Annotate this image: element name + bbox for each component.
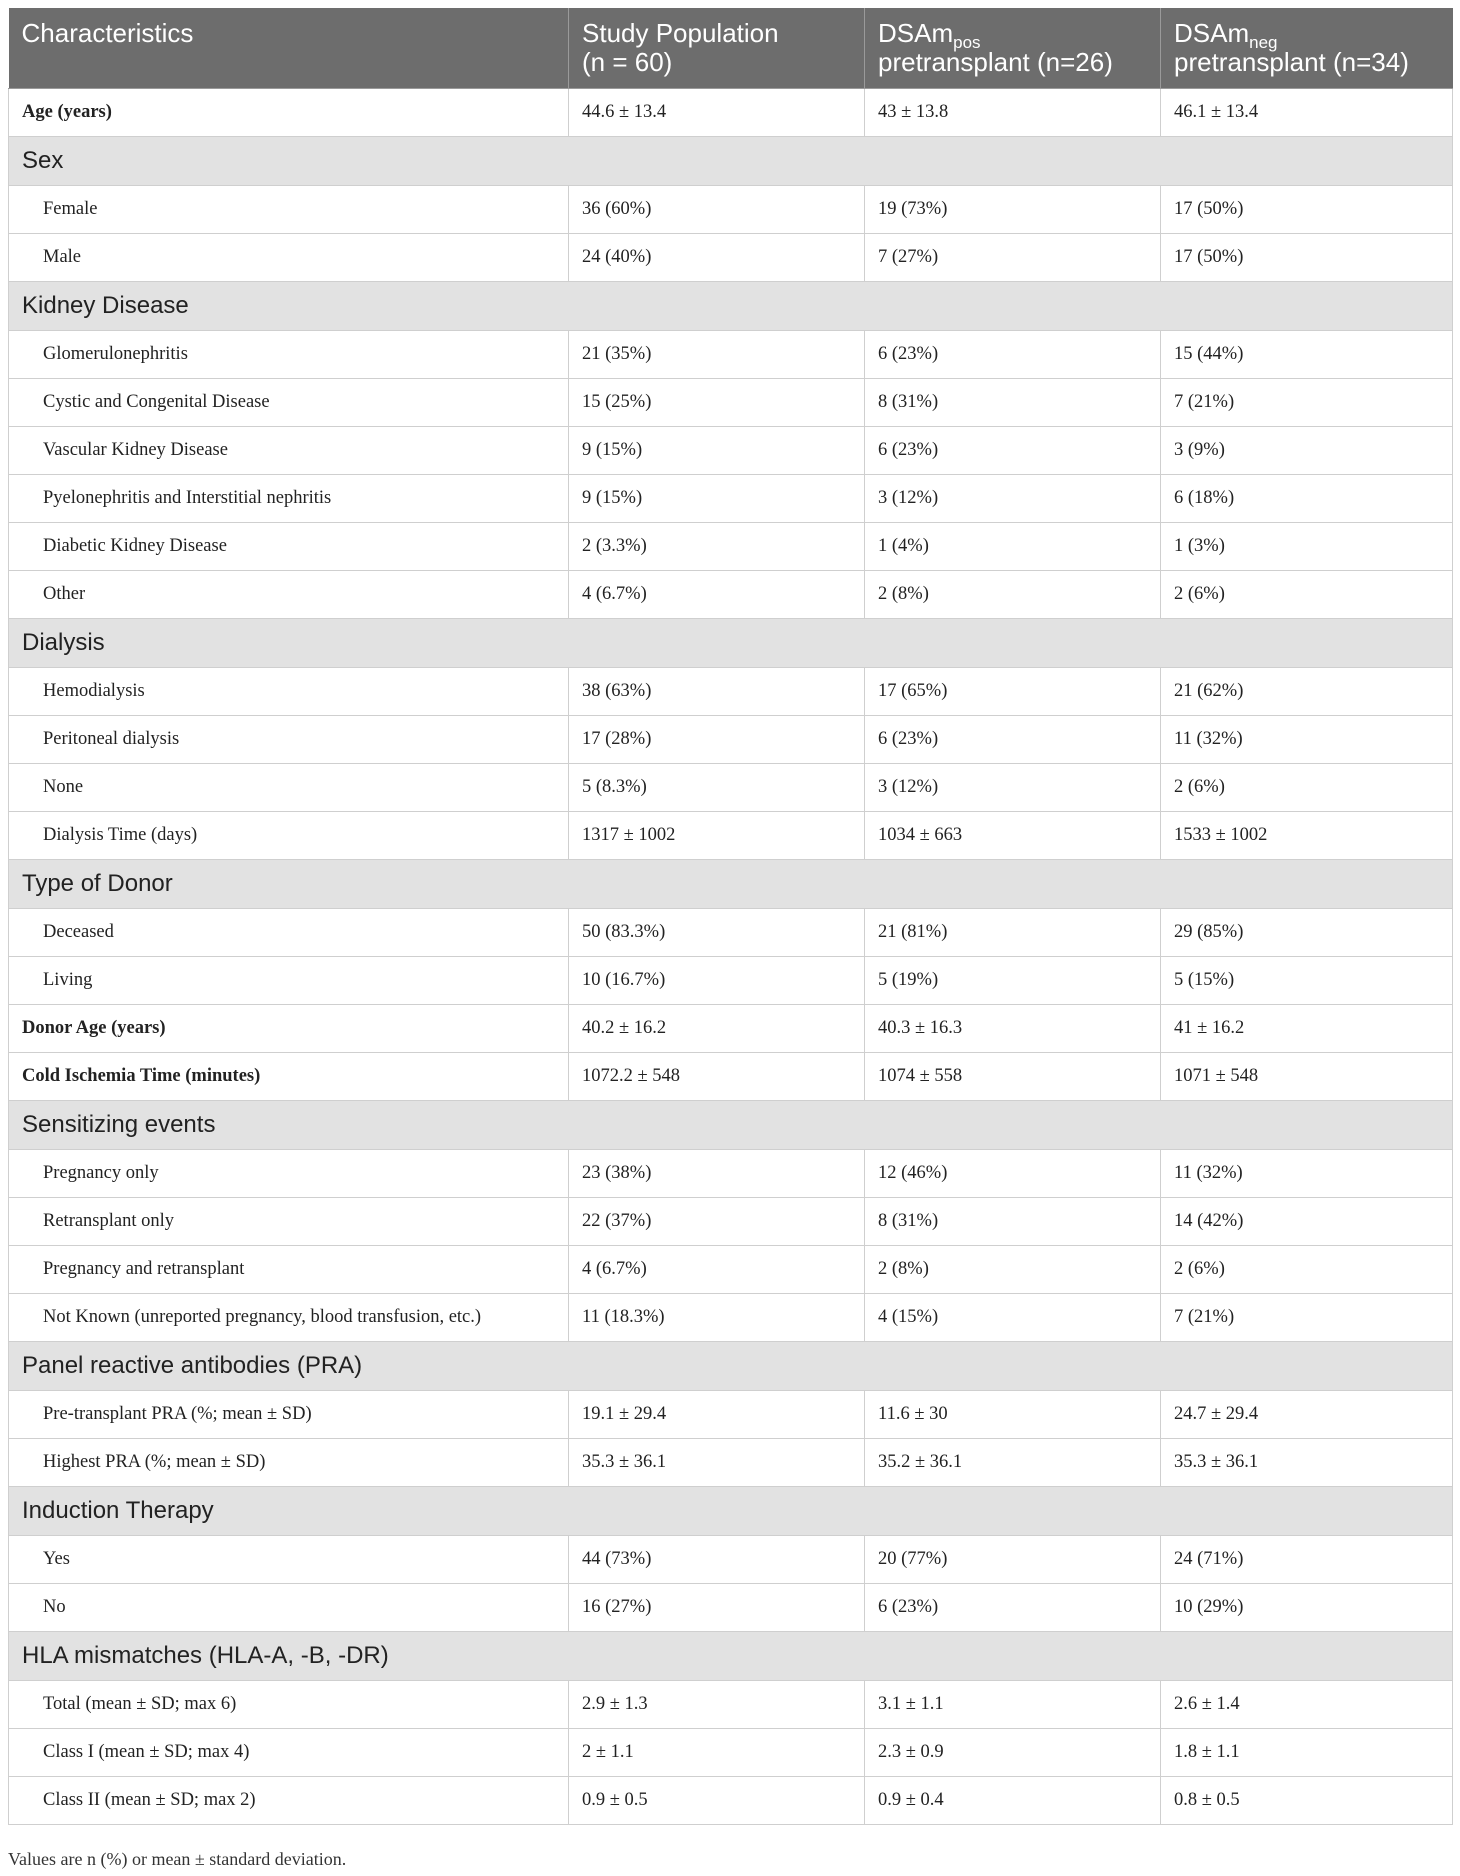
- study-population-cell: 22 (37%): [569, 1197, 865, 1245]
- dsam-neg-cell: 6 (18%): [1161, 474, 1453, 522]
- table-row: [9, 811, 1453, 859]
- study-population-cell: 2 ± 1.1: [569, 1728, 865, 1776]
- header-dsam-pos: [865, 8, 1161, 88]
- study-population-cell: 21 (35%): [569, 330, 865, 378]
- table-row: [9, 185, 1453, 233]
- study-population-cell: 2.9 ± 1.3: [569, 1680, 865, 1728]
- header-dsam-pos-line2: pretransplant (n=26): [878, 47, 1113, 77]
- dsam-neg-cell: 1071 ± 548: [1161, 1052, 1453, 1100]
- row-label: Class I (mean ± SD; max 4): [9, 1728, 569, 1776]
- dsam-pos-cell: 7 (27%): [865, 233, 1161, 281]
- dsam-neg-cell: 11 (32%): [1161, 1149, 1453, 1197]
- study-population-cell: 35.3 ± 36.1: [569, 1438, 865, 1486]
- study-population-cell: 50 (83.3%): [569, 908, 865, 956]
- dsam-pos-cell: 19 (73%): [865, 185, 1161, 233]
- dsam-neg-cell: 46.1 ± 13.4: [1161, 88, 1453, 136]
- study-population-cell: 17 (28%): [569, 715, 865, 763]
- header-study-population-line1: Study Population: [582, 18, 779, 48]
- table-row: [9, 1535, 1453, 1583]
- study-population-cell: 2 (3.3%): [569, 522, 865, 570]
- dsam-pos-cell: 1034 ± 663: [865, 811, 1161, 859]
- table-row: [9, 667, 1453, 715]
- study-population-cell: 9 (15%): [569, 426, 865, 474]
- dsam-neg-cell: 1 (3%): [1161, 522, 1453, 570]
- row-label: Hemodialysis: [9, 667, 569, 715]
- table-row: [9, 522, 1453, 570]
- row-label: Female: [9, 185, 569, 233]
- characteristics-table-container: [8, 8, 1452, 1825]
- dsam-neg-cell: 2 (6%): [1161, 570, 1453, 618]
- dsam-neg-cell: 21 (62%): [1161, 667, 1453, 715]
- dsam-pos-cell: 0.9 ± 0.4: [865, 1776, 1161, 1824]
- section-heading: Sex: [9, 136, 1453, 185]
- study-population-cell: 0.9 ± 0.5: [569, 1776, 865, 1824]
- header-study-population-line2: (n = 60): [582, 47, 673, 77]
- table-row: [9, 1245, 1453, 1293]
- table-row: [9, 474, 1453, 522]
- row-label: Diabetic Kidney Disease: [9, 522, 569, 570]
- study-population-cell: 44.6 ± 13.4: [569, 88, 865, 136]
- study-population-cell: 1317 ± 1002: [569, 811, 865, 859]
- table-header: [9, 8, 1453, 88]
- row-label: Male: [9, 233, 569, 281]
- dsam-neg-cell: 2 (6%): [1161, 1245, 1453, 1293]
- table-row: [9, 1197, 1453, 1245]
- study-population-cell: 40.2 ± 16.2: [569, 1004, 865, 1052]
- dsam-pos-cell: 2 (8%): [865, 1245, 1161, 1293]
- dsam-pos-cell: 17 (65%): [865, 667, 1161, 715]
- header-dsam-pos-main: DSAm: [878, 18, 954, 48]
- row-label: Retransplant only: [9, 1197, 569, 1245]
- table-row: [9, 1728, 1453, 1776]
- dsam-neg-cell: 3 (9%): [1161, 426, 1453, 474]
- dsam-pos-cell: 3 (12%): [865, 763, 1161, 811]
- study-population-cell: 4 (6.7%): [569, 570, 865, 618]
- row-label: Not Known (unreported pregnancy, blood transfusion, etc.): [9, 1293, 569, 1341]
- header-dsam-neg: [1161, 8, 1453, 88]
- study-population-cell: 9 (15%): [569, 474, 865, 522]
- study-population-cell: 1072.2 ± 548: [569, 1052, 865, 1100]
- header-characteristics-label: Characteristics: [21, 18, 194, 48]
- header-dsam-neg-sub: neg: [1249, 33, 1278, 52]
- row-label: Pyelonephritis and Interstitial nephritis: [9, 474, 569, 522]
- row-label: Deceased: [9, 908, 569, 956]
- section-heading: Kidney Disease: [9, 281, 1453, 330]
- study-population-cell: 38 (63%): [569, 667, 865, 715]
- section-row: [9, 618, 1453, 667]
- row-label: Highest PRA (%; mean ± SD): [9, 1438, 569, 1486]
- dsam-pos-cell: 3.1 ± 1.1: [865, 1680, 1161, 1728]
- row-label: Peritoneal dialysis: [9, 715, 569, 763]
- table-row: [9, 1149, 1453, 1197]
- study-population-cell: 36 (60%): [569, 185, 865, 233]
- dsam-neg-cell: 1533 ± 1002: [1161, 811, 1453, 859]
- table-row: [9, 1052, 1453, 1100]
- header-study-population: [569, 8, 865, 88]
- study-population-cell: 11 (18.3%): [569, 1293, 865, 1341]
- table-row: [9, 88, 1453, 136]
- study-population-cell: 10 (16.7%): [569, 956, 865, 1004]
- dsam-neg-cell: 7 (21%): [1161, 378, 1453, 426]
- dsam-neg-cell: 24 (71%): [1161, 1535, 1453, 1583]
- section-heading: Induction Therapy: [9, 1486, 1453, 1535]
- table-row: [9, 1004, 1453, 1052]
- section-heading: HLA mismatches (HLA-A, -B, -DR): [9, 1631, 1453, 1680]
- study-population-cell: 4 (6.7%): [569, 1245, 865, 1293]
- section-heading: Sensitizing events: [9, 1100, 1453, 1149]
- row-label: Donor Age (years): [9, 1004, 569, 1052]
- table-row: [9, 1680, 1453, 1728]
- dsam-neg-cell: 2.6 ± 1.4: [1161, 1680, 1453, 1728]
- row-label: Vascular Kidney Disease: [9, 426, 569, 474]
- dsam-neg-cell: 2 (6%): [1161, 763, 1453, 811]
- dsam-pos-cell: 3 (12%): [865, 474, 1161, 522]
- dsam-pos-cell: 43 ± 13.8: [865, 88, 1161, 136]
- dsam-neg-cell: 11 (32%): [1161, 715, 1453, 763]
- dsam-pos-cell: 20 (77%): [865, 1535, 1161, 1583]
- header-dsam-neg-main: DSAm: [1174, 18, 1250, 48]
- dsam-pos-cell: 8 (31%): [865, 378, 1161, 426]
- dsam-pos-cell: 1 (4%): [865, 522, 1161, 570]
- row-label: Cold Ischemia Time (minutes): [9, 1052, 569, 1100]
- dsam-pos-cell: 5 (19%): [865, 956, 1161, 1004]
- dsam-pos-cell: 11.6 ± 30: [865, 1390, 1161, 1438]
- table-row: [9, 233, 1453, 281]
- dsam-pos-cell: 21 (81%): [865, 908, 1161, 956]
- section-row: [9, 1631, 1453, 1680]
- study-population-cell: 44 (73%): [569, 1535, 865, 1583]
- table-row: [9, 1293, 1453, 1341]
- section-row: [9, 1486, 1453, 1535]
- row-label: Glomerulonephritis: [9, 330, 569, 378]
- dsam-pos-cell: 6 (23%): [865, 1583, 1161, 1631]
- dsam-neg-cell: 14 (42%): [1161, 1197, 1453, 1245]
- dsam-neg-cell: 7 (21%): [1161, 1293, 1453, 1341]
- table-row: [9, 1583, 1453, 1631]
- dsam-pos-cell: 6 (23%): [865, 330, 1161, 378]
- row-label: Other: [9, 570, 569, 618]
- header-dsam-pos-sub: pos: [953, 33, 981, 52]
- table-row: [9, 956, 1453, 1004]
- header-characteristics: [9, 8, 569, 88]
- table-row: [9, 763, 1453, 811]
- study-population-cell: 5 (8.3%): [569, 763, 865, 811]
- dsam-pos-cell: 6 (23%): [865, 426, 1161, 474]
- table-row: [9, 908, 1453, 956]
- section-row: [9, 1100, 1453, 1149]
- header-row: [9, 8, 1453, 88]
- row-label: Age (years): [9, 88, 569, 136]
- study-population-cell: 15 (25%): [569, 378, 865, 426]
- dsam-neg-cell: 1.8 ± 1.1: [1161, 1728, 1453, 1776]
- dsam-pos-cell: 35.2 ± 36.1: [865, 1438, 1161, 1486]
- row-label: Pregnancy and retransplant: [9, 1245, 569, 1293]
- dsam-pos-cell: 8 (31%): [865, 1197, 1161, 1245]
- study-population-cell: 23 (38%): [569, 1149, 865, 1197]
- table-row: [9, 1390, 1453, 1438]
- row-label: Living: [9, 956, 569, 1004]
- study-population-cell: 19.1 ± 29.4: [569, 1390, 865, 1438]
- row-label: Yes: [9, 1535, 569, 1583]
- section-row: [9, 859, 1453, 908]
- table-row: [9, 570, 1453, 618]
- row-label: Pregnancy only: [9, 1149, 569, 1197]
- dsam-pos-cell: 12 (46%): [865, 1149, 1161, 1197]
- table-row: [9, 330, 1453, 378]
- dsam-pos-cell: 2.3 ± 0.9: [865, 1728, 1161, 1776]
- dsam-neg-cell: 15 (44%): [1161, 330, 1453, 378]
- row-label: Class II (mean ± SD; max 2): [9, 1776, 569, 1824]
- dsam-neg-cell: 5 (15%): [1161, 956, 1453, 1004]
- table-footnote: Values are n (%) or mean ± standard deviation.: [8, 1849, 347, 1869]
- table-row: [9, 426, 1453, 474]
- section-row: [9, 281, 1453, 330]
- study-population-cell: 24 (40%): [569, 233, 865, 281]
- table-row: [9, 378, 1453, 426]
- dsam-neg-cell: 10 (29%): [1161, 1583, 1453, 1631]
- dsam-neg-cell: 17 (50%): [1161, 233, 1453, 281]
- row-label: None: [9, 763, 569, 811]
- dsam-pos-cell: 4 (15%): [865, 1293, 1161, 1341]
- table-row: [9, 715, 1453, 763]
- dsam-neg-cell: 24.7 ± 29.4: [1161, 1390, 1453, 1438]
- row-label: Total (mean ± SD; max 6): [9, 1680, 569, 1728]
- dsam-pos-cell: 1074 ± 558: [865, 1052, 1161, 1100]
- dsam-neg-cell: 17 (50%): [1161, 185, 1453, 233]
- characteristics-table: [8, 8, 1453, 1825]
- row-label: No: [9, 1583, 569, 1631]
- row-label: Pre-transplant PRA (%; mean ± SD): [9, 1390, 569, 1438]
- section-heading: Panel reactive antibodies (PRA): [9, 1341, 1453, 1390]
- section-row: [9, 136, 1453, 185]
- dsam-neg-cell: 41 ± 16.2: [1161, 1004, 1453, 1052]
- dsam-neg-cell: 29 (85%): [1161, 908, 1453, 956]
- section-heading: Dialysis: [9, 618, 1453, 667]
- section-heading: Type of Donor: [9, 859, 1453, 908]
- dsam-neg-cell: 0.8 ± 0.5: [1161, 1776, 1453, 1824]
- row-label: Cystic and Congenital Disease: [9, 378, 569, 426]
- section-row: [9, 1341, 1453, 1390]
- table-body: [9, 88, 1453, 1824]
- row-label: Dialysis Time (days): [9, 811, 569, 859]
- table-row: [9, 1438, 1453, 1486]
- dsam-pos-cell: 6 (23%): [865, 715, 1161, 763]
- study-population-cell: 16 (27%): [569, 1583, 865, 1631]
- dsam-neg-cell: 35.3 ± 36.1: [1161, 1438, 1453, 1486]
- dsam-pos-cell: 40.3 ± 16.3: [865, 1004, 1161, 1052]
- table-row: [9, 1776, 1453, 1824]
- dsam-pos-cell: 2 (8%): [865, 570, 1161, 618]
- header-dsam-neg-line2: pretransplant (n=34): [1174, 47, 1409, 77]
